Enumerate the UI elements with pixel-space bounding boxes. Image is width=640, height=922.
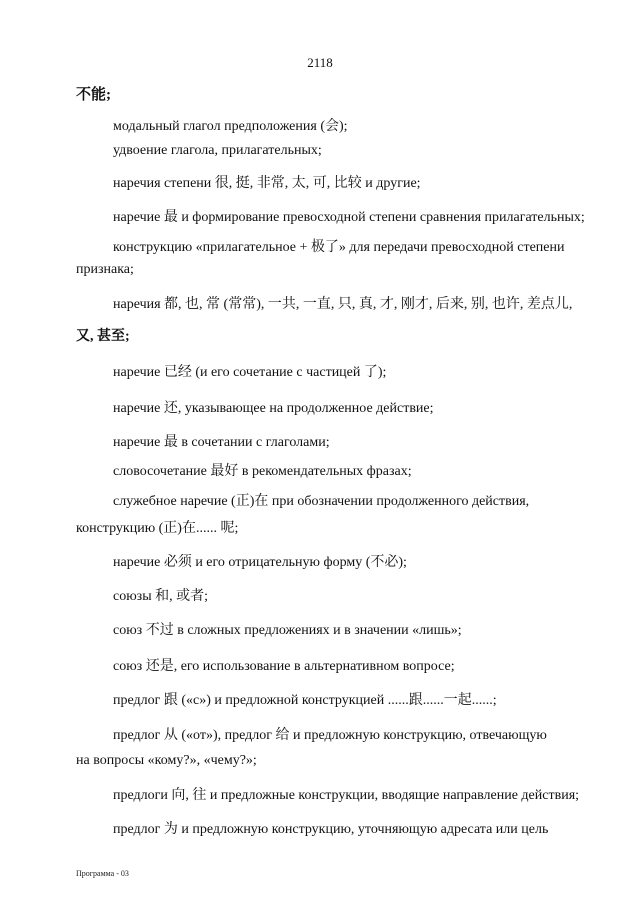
text-line: предлоги 向, 往 и предложные конструкции, вводящие направление действия;	[113, 788, 580, 803]
text-line: союз 还是, его использование в альтернативном вопросе;	[113, 659, 455, 674]
text-line: наречие 必须 и его отрицательную форму (不必);	[113, 555, 407, 570]
text-line: наречия 都, 也, 常 (常常), 一共, 一直, 只, 真, 才, 刚才, 后来, 别, 也许, 差点儿,	[113, 297, 573, 312]
text-line: на вопросы «кому?», «чему?»;	[76, 753, 257, 768]
text-line: наречие 还, указывающее на продолженное действие;	[113, 401, 434, 416]
footer: Программа - 03	[76, 869, 129, 878]
text-line: служебное наречие (正)在 при обозначении продолженного действия,	[113, 494, 530, 509]
text-line: союзы 和, 或者;	[113, 589, 208, 604]
text-line: наречия степени 很, 挺, 非常, 太, 可, 比较 и другие;	[113, 176, 421, 191]
text-line: 又, 甚至;	[76, 329, 130, 344]
text-line: конструкцию «прилагательное + 极了» для передачи превосходной степени	[113, 240, 565, 255]
text-line: предлог 为 и предложную конструкцию, уточняющую адресата или цель	[113, 822, 549, 837]
text-line: союз 不过 в сложных предложениях и в значении «лишь»;	[113, 623, 462, 638]
text-line: удвоение глагола, прилагательных;	[113, 143, 322, 158]
heading: 不能;	[76, 87, 111, 103]
text-line: модальный глагол предположения (会);	[113, 119, 348, 134]
text-line: предлог 从 («от»), предлог 给 и предложную конструкцию, отвечающую	[113, 728, 547, 743]
text-line: словосочетание 最好 в рекомендательных фразах;	[113, 464, 412, 479]
page-number: 2118	[307, 55, 333, 70]
text-line: наречие 最 и формирование превосходной степени сравнения прилагательных;	[113, 210, 585, 225]
text-line: конструкцию (正)在...... 呢;	[76, 521, 239, 536]
text-line: наречие 最 в сочетании с глаголами;	[113, 435, 330, 450]
text-line: наречие 已经 (и его сочетание с частицей 了);	[113, 365, 387, 380]
text-line: признака;	[76, 262, 134, 277]
text-line: предлог 跟 («с») и предложной конструкцией ......跟......一起......;	[113, 693, 497, 708]
